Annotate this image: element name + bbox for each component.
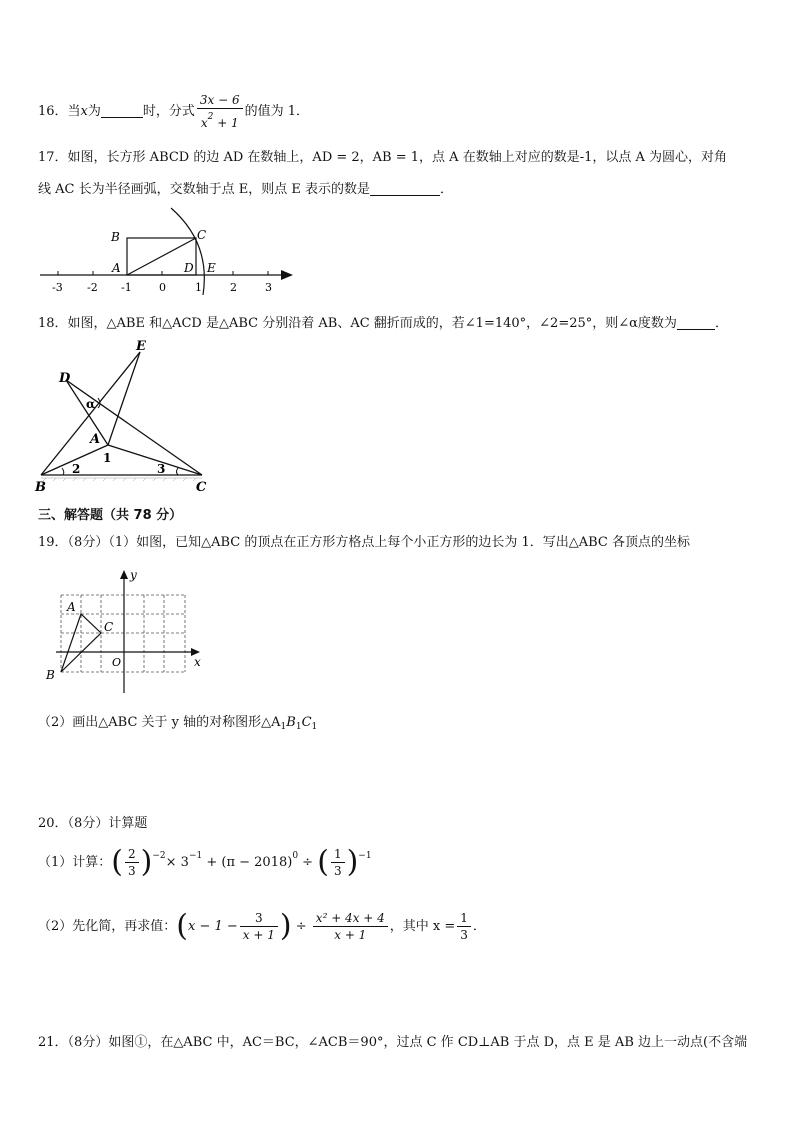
question-21: 21．（8分）如图①，在△ABC 中，AC＝BC，∠ACB＝90°，过点 C 作 CD⊥AB 于点 D，点 E 是 AB 边上一动点(不含端 [38,1035,748,1050]
label-D: D [184,261,194,275]
q18-text: 18．如图，△ABE 和△ACD 是△ABC 分别沿着 AB、AC 翻折而成的，若∠1=140°，∠2=25°，则∠α度数为 [38,316,677,331]
segment-be [41,352,140,475]
segment-dc [66,380,202,475]
tick-label: 0 [159,281,166,294]
q20-p2-fraction-1: $\frac{3}{x + 1}$ [240,910,278,943]
label-C: C [196,480,207,493]
label-D: D [59,371,71,386]
label-angle-3: 3 [157,462,166,476]
q17-line2-text: 线 AC 长为半径画弧，交数轴于点 E，则点 E 表示的数是 [38,182,370,197]
question-20-part1: （1）计算：( $\frac{2}{3}$ )$^{-2}\times 3^{-1} + (\pi - 2018)^0$ ÷ ( $\frac{1}{3}$ )$^{-1}$ [38,844,372,880]
label-y: y [130,568,137,582]
q16-answer-blank[interactable] [101,103,143,118]
q16-text-mid: 为 [87,104,101,119]
tick-label: -1 [121,281,132,294]
q17-answer-blank[interactable] [370,181,440,196]
question-19-part1: 19．（8分）（1）如图，已知△ABC 的顶点在正方形方格点上每个小正方形的边长为 1．写出△ABC 各顶点的坐标 [38,535,691,550]
question-20-title: 20．（8分）计算题 [38,816,148,831]
q16-fraction-denominator: $x^2 + 1$ [200,112,239,130]
label-angle-1: 1 [103,451,112,465]
label-C: C [104,620,114,634]
label-A: A [67,600,76,614]
tick-label: 2 [230,281,237,294]
label-C: C [197,228,207,242]
label-B: B [46,668,55,682]
angle-2-arc [62,468,64,475]
label-E: E [207,261,216,275]
question-19-part2: （2）画出△ABC 关于 y 轴的对称图形$\triangle A_1B_1C_1$ [38,715,318,732]
q20-p2-fraction-3: $\frac{1}{3}$ [457,910,471,943]
number-line-arrow-icon [281,270,293,280]
label-x: x [194,655,201,669]
q16-fraction [197,92,243,131]
number-line-ticks [58,271,268,275]
tick-label: 3 [265,281,272,294]
label-B: B [35,480,46,493]
tick-label: 1 [195,281,202,294]
q20-p1-fraction-2: $\frac{1}{3}$ [331,846,345,879]
label-E: E [136,339,146,354]
label-A: A [112,261,121,275]
label-origin: O [112,656,122,669]
segment-ea [108,352,140,445]
label-B: B [111,230,120,244]
question-18: 18．如图，△ABE 和△ACD 是△ABC 分别沿着 AB、AC 翻折而成的，若∠1=140°，∠2=25°，则∠α度数为 ． [38,316,728,331]
question-20-part2: （2）先化简，再求值：(x − 1 − $\frac{3}{x + 1}$ ) ÷ $\frac{\text{x² + 4x + 4}}{x + 1}$ ，其中 x = $\frac{1}{3}$ ． [38,908,486,944]
label-angle-2: 2 [72,462,81,476]
q18-answer-blank[interactable] [677,315,715,330]
tick-label: -3 [52,281,63,294]
question-17-line2: 线 AC 长为半径画弧，交数轴于点 E，则点 E 表示的数是 ． [38,182,453,197]
q16-number: 16．当 [38,104,81,119]
dashed-grid [61,595,185,672]
label-A: A [90,432,101,447]
y-axis-arrow-icon [120,570,128,579]
q19-grid-figure [42,565,212,700]
q17-number-line-figure [35,205,315,295]
q20-p2-fraction-2: $\frac{\text{x² + 4x + 4}}{x + 1}$ [313,910,388,943]
angle-3-arc [177,468,179,475]
label-alpha: α [86,397,96,411]
q18-fold-figure [32,338,222,493]
segment-ac [108,445,202,475]
tick-label: -2 [87,281,98,294]
question-17-line1: 17．如图，长方形 ABCD 的边 AD 在数轴上，AD = 2，AB = 1，点 A 在数轴上对应的数是-1，以点 A 为圆心，对角 [38,150,728,165]
question-16 [38,92,309,131]
q16-variable: x [80,104,88,119]
section-heading: 三、解答题（共 78 分） [38,508,183,523]
q20-p1-fraction-1: $\frac{2}{3}$ [125,846,139,879]
hatched-ground [41,478,202,481]
q16-fraction-numerator: 3x − 6 [197,92,243,109]
q16-text-after-blank: 时，分式 [142,104,195,119]
q16-tail: 的值为 1． [244,104,310,119]
